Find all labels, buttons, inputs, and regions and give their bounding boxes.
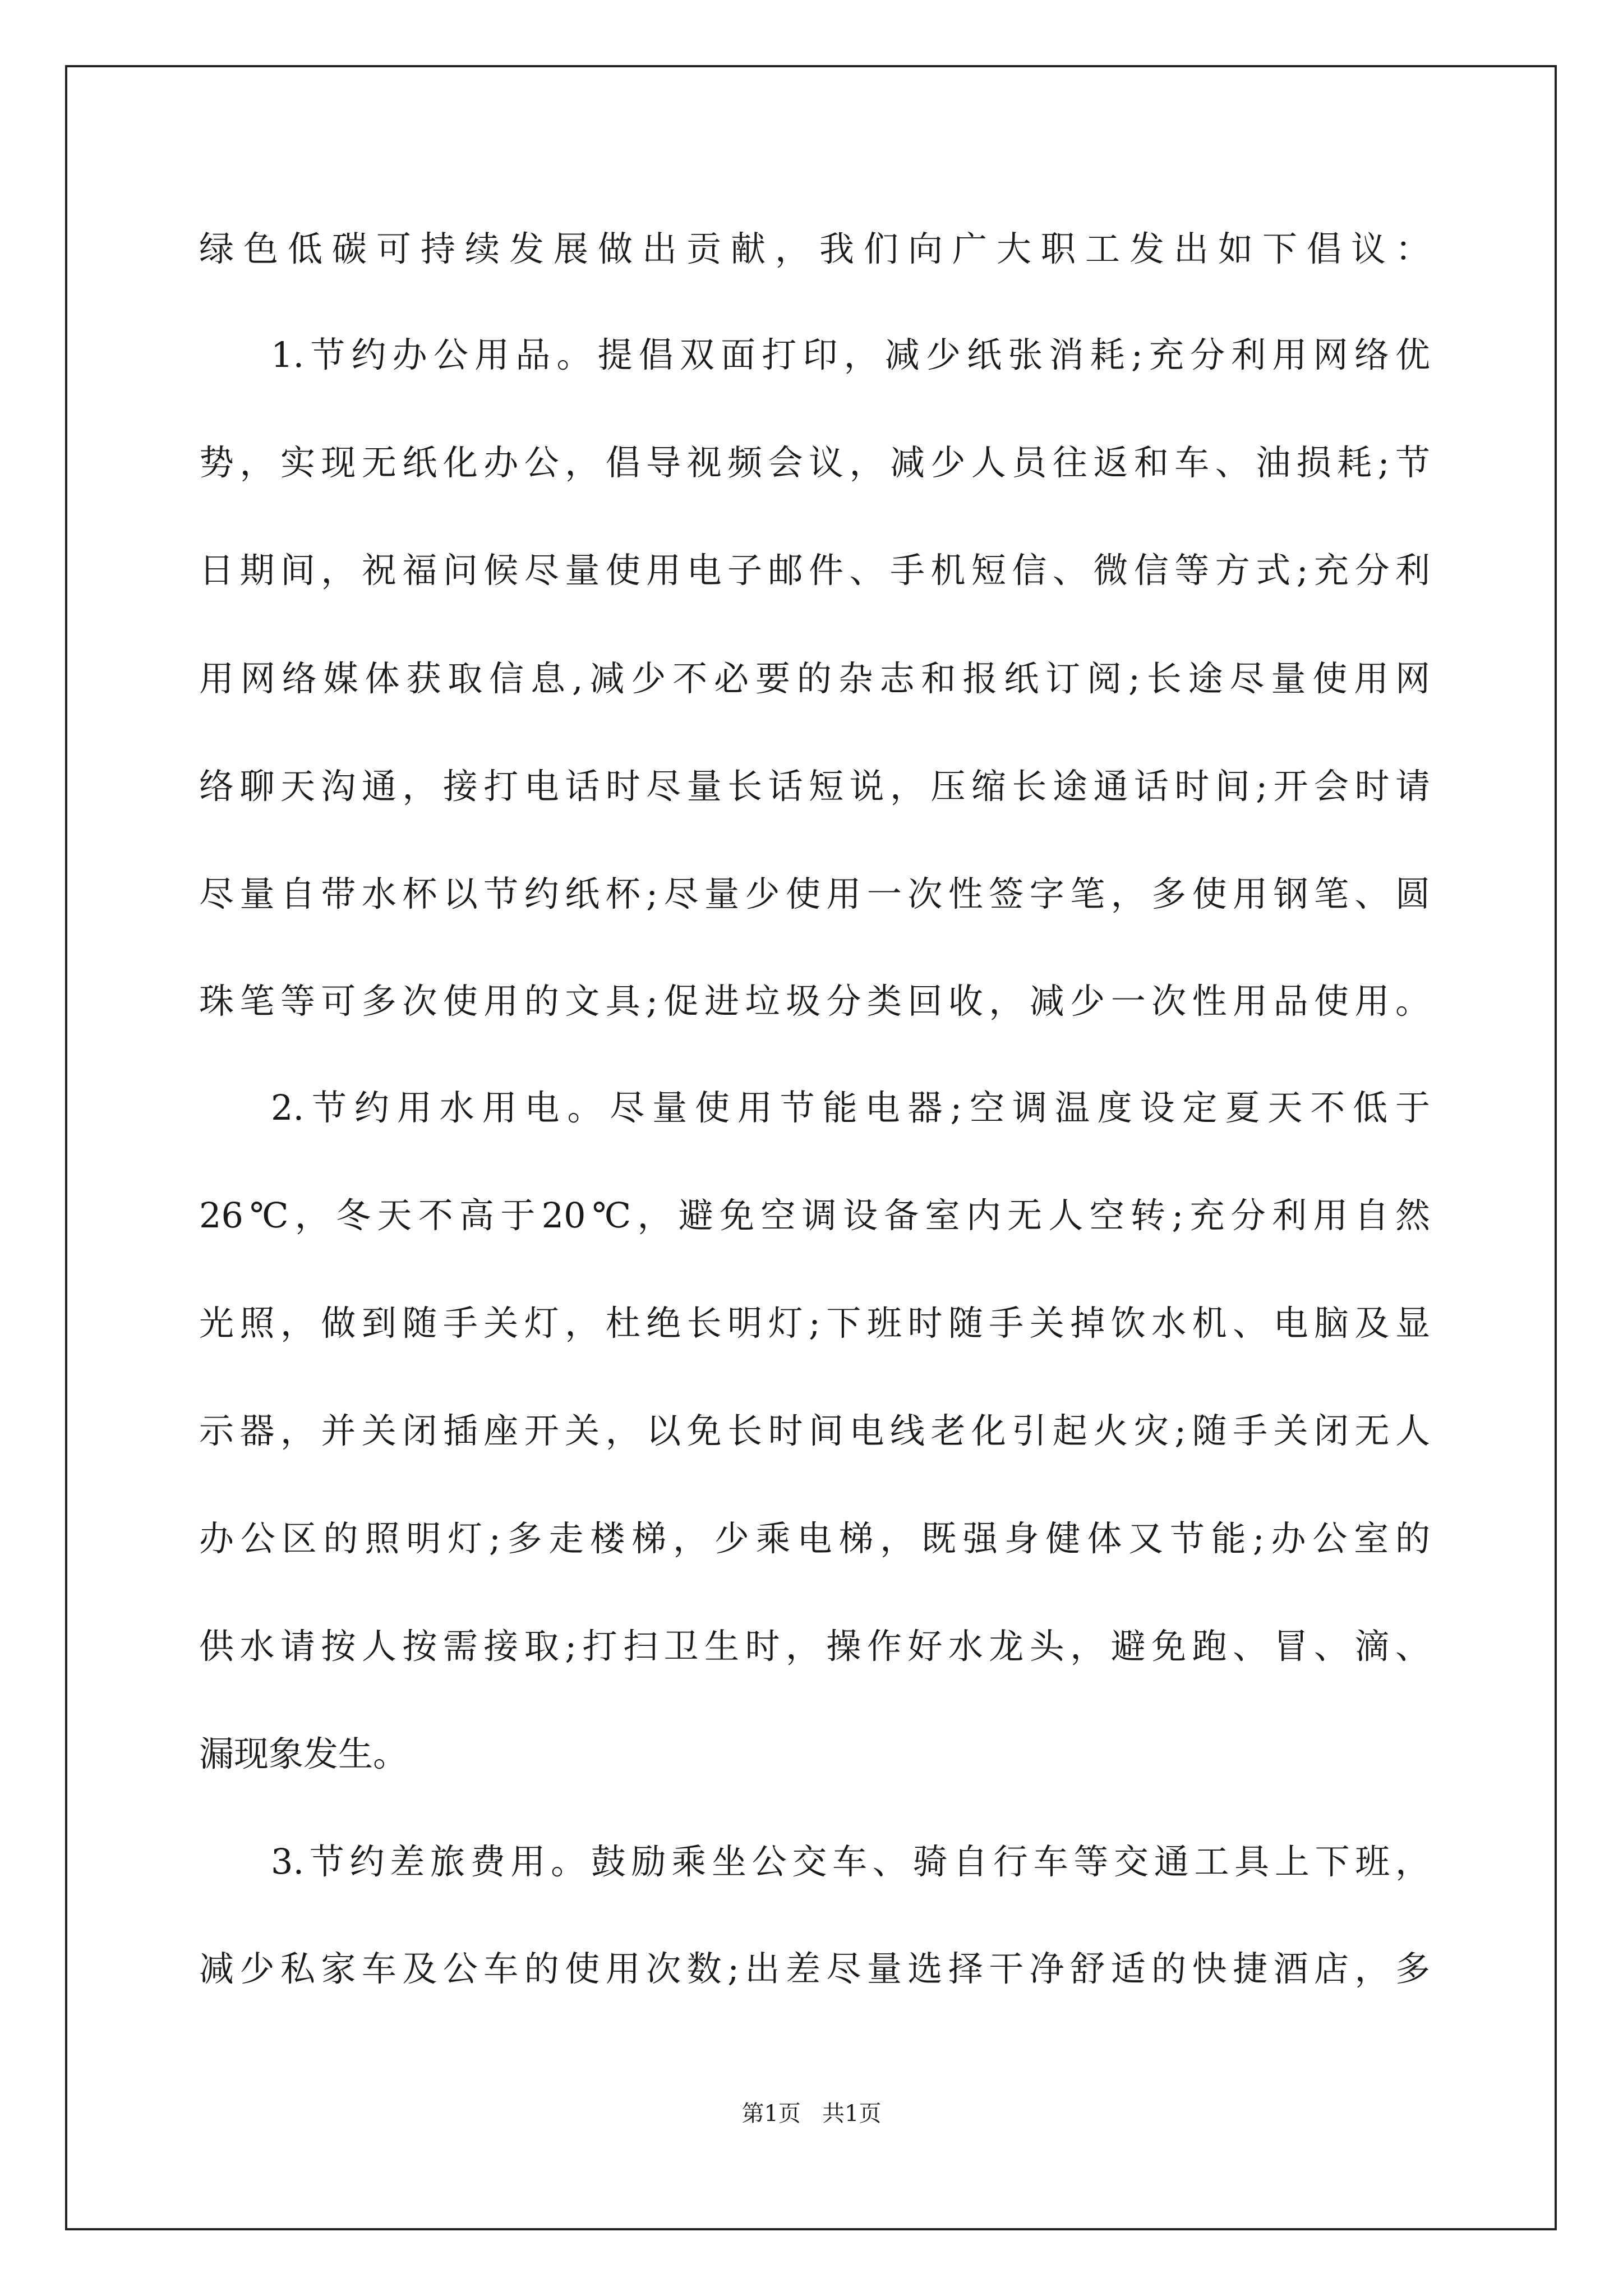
paragraph-line: 珠笔等可多次使用的文具;促进垃圾分类回收，减少一次性用品使用。 bbox=[199, 981, 1430, 1022]
paragraph-line: 络聊天沟通，接打电话时尽量长话短说，压缩长途通话时间;开会时请 bbox=[199, 766, 1430, 807]
paragraph-line: 漏现象发生。 bbox=[199, 1733, 408, 1774]
paragraph-line: 2.节约用水用电。尽量使用节能电器;空调温度设定夏天不低于 bbox=[271, 1087, 1430, 1128]
paragraph-line: 日期间，祝福问候尽量使用电子邮件、手机短信、微信等方式;充分利 bbox=[199, 550, 1430, 591]
paragraph-line: 示器，并关闭插座开关，以免长时间电线老化引起火灾;随手关闭无人 bbox=[199, 1410, 1430, 1451]
paragraph-line: 势，实现无纸化办公，倡导视频会议，减少人员往返和车、油损耗;节 bbox=[199, 442, 1430, 483]
paragraph-line: 供水请按人按需接取;打扫卫生时，操作好水龙头，避免跑、冒、滴、 bbox=[199, 1626, 1430, 1667]
paragraph-line: 尽量自带水杯以节约纸杯;尽量少使用一次性签字笔，多使用钢笔、圆 bbox=[199, 873, 1430, 914]
paragraph-line: 绿色低碳可持续发展做出贡献，我们向广大职工发出如下倡议： bbox=[199, 228, 1430, 269]
page-border bbox=[65, 65, 1557, 2230]
paragraph-line: 办公区的照明灯;多走楼梯，少乘电梯，既强身健体又节能;办公室的 bbox=[199, 1518, 1430, 1559]
page-number-footer: 第1页 共1页 bbox=[741, 2101, 882, 2127]
paragraph-line: 减少私家车及公车的使用次数;出差尽量选择干净舒适的快捷酒店，多 bbox=[199, 1948, 1430, 1989]
paragraph-line: 用网络媒体获取信息,减少不必要的杂志和报纸订阅;长途尽量使用网 bbox=[199, 658, 1430, 699]
paragraph-line: 光照，做到随手关灯，杜绝长明灯;下班时随手关掉饮水机、电脑及显 bbox=[199, 1303, 1430, 1343]
paragraph-line: 1.节约办公用品。提倡双面打印，减少纸张消耗;充分利用网络优 bbox=[271, 334, 1430, 375]
paragraph-line: 26℃，冬天不高于20℃，避免空调设备室内无人空转;充分利用自然 bbox=[199, 1195, 1430, 1236]
paragraph-line: 3.节约差旅费用。鼓励乘坐公交车、骑自行车等交通工具上下班， bbox=[271, 1841, 1430, 1882]
